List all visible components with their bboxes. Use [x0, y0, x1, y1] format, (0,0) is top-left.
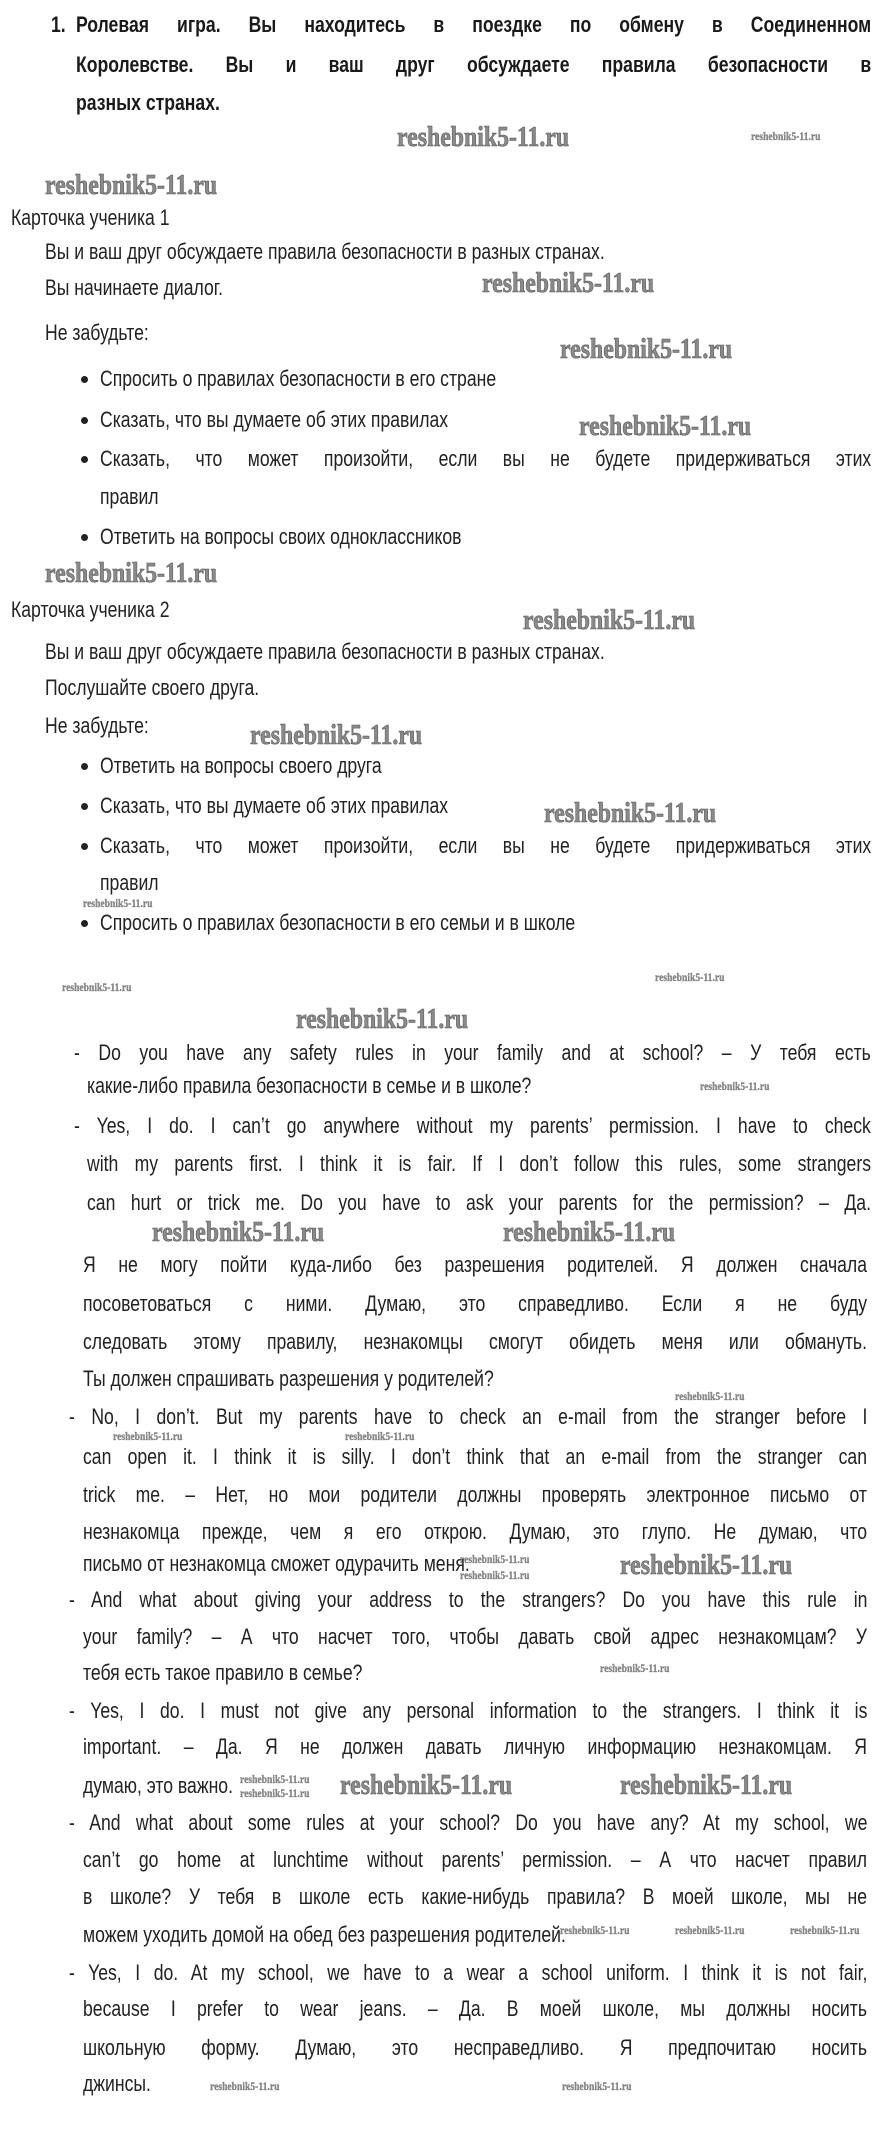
watermark: reshebnik5-11.ru [751, 129, 821, 143]
watermark: reshebnik5-11.ru [340, 1770, 513, 1801]
dialogue-line: - Yes, I do. At my school, we have to a wear a school uniform. I think it is not fair, [69, 1960, 868, 1985]
card2-bullet: Сказать, что вы думаете об этих правилах [100, 793, 449, 818]
watermark: reshebnik5-11.ru [45, 558, 218, 589]
watermark: reshebnik5-11.ru [620, 1550, 793, 1581]
watermark: reshebnik5-11.ru [523, 605, 696, 636]
dialogue-line: trick me. – Нет, но мои родители должны проверять электронное письмо от [83, 1482, 867, 1507]
dialogue-line: - Do you have any safety rules in your family and at school? – У тебя есть [74, 1040, 871, 1065]
card2-action: Послушайте своего друга. [45, 675, 260, 700]
dialogue-line: посоветоваться с ними. Думаю, это справедливо. Если я не буду [83, 1291, 867, 1316]
dialogue-line: тебя есть такое правило в семье? [83, 1660, 363, 1685]
card2-bullet: Сказать, что может произойти, если вы не будете придерживаться этих [100, 833, 872, 858]
task-title-line: разных странах. [76, 90, 220, 115]
watermark: reshebnik5-11.ru [113, 1429, 183, 1443]
card1-bullet: Сказать, что вы думаете об этих правилах [100, 407, 449, 432]
card1-bullet-cont: правил [100, 484, 159, 509]
card2-remember: Не забудьте: [45, 713, 149, 738]
watermark: reshebnik5-11.ru [296, 1004, 469, 1035]
watermark: reshebnik5-11.ru [700, 1079, 770, 1093]
watermark: reshebnik5-11.ru [675, 1389, 745, 1403]
watermark: reshebnik5-11.ru [620, 1770, 793, 1801]
card2-bullet-cont: правил [100, 870, 159, 895]
watermark: reshebnik5-11.ru [560, 1923, 630, 1937]
watermark: reshebnik5-11.ru [240, 1786, 310, 1800]
card2-intro: Вы и ваш друг обсуждаете правила безопасности в разных странах. [45, 639, 605, 664]
dialogue-line: какие-либо правила безопасности в семье и в школе? [87, 1073, 532, 1098]
bullet-icon [81, 376, 88, 383]
card1-action: Вы начинаете диалог. [45, 275, 223, 300]
card2-bullet: Спросить о правилах безопасности в его семьи и в школе [100, 910, 576, 935]
watermark: reshebnik5-11.ru [579, 411, 752, 442]
dialogue-line: can hurt or trick me. Do you have to ask your parents for the permission? – Да. [87, 1190, 871, 1215]
watermark: reshebnik5-11.ru [562, 2079, 632, 2093]
dialogue-line: - No, I don’t. But my parents have to check an e-mail from the stranger before I [69, 1404, 868, 1429]
dialogue-line: - Yes, I do. I can’t go anywhere without my parents’ permission. I have to check [74, 1113, 871, 1138]
dialogue-line: джинсы. [83, 2071, 151, 2096]
watermark: reshebnik5-11.ru [83, 896, 153, 910]
watermark: reshebnik5-11.ru [460, 1568, 530, 1582]
dialogue-line: - And what about some rules at your school? Do you have any? At my school, we [69, 1810, 868, 1835]
watermark: reshebnik5-11.ru [460, 1552, 530, 1566]
watermark: reshebnik5-11.ru [345, 1429, 415, 1443]
dialogue-line: Ты должен спрашивать разрешения у родителей? [83, 1366, 494, 1391]
card1-remember: Не забудьте: [45, 320, 149, 345]
dialogue-line: can open it. I think it is silly. I don’t think that an e-mail from the stranger can [83, 1444, 867, 1469]
watermark: reshebnik5-11.ru [482, 268, 655, 299]
card1-bullet: Ответить на вопросы своих одноклассников [100, 524, 462, 549]
bullet-icon [81, 456, 88, 463]
card1-bullet: Спросить о правилах безопасности в его стране [100, 366, 497, 391]
dialogue-line: незнакомца прежде, чем я его открою. Думаю, это глупо. Не думаю, что [83, 1519, 867, 1544]
dialogue-line: - Yes, I do. I must not give any personal information to the strangers. I think it is [69, 1698, 868, 1723]
dialogue-line: школьную форму. Думаю, это несправедливо. Я предпочитаю носить [83, 2035, 867, 2060]
dialogue-line: в школе? У тебя в школе есть какие-нибудь правила? В моей школе, мы не [83, 1884, 867, 1909]
watermark: reshebnik5-11.ru [544, 798, 717, 829]
dialogue-line: with my parents first. I think it is fair. If I don’t follow this rules, some strangers [87, 1151, 871, 1176]
bullet-icon [81, 803, 88, 810]
watermark: reshebnik5-11.ru [790, 1923, 860, 1937]
watermark: reshebnik5-11.ru [600, 1661, 670, 1675]
watermark: reshebnik5-11.ru [45, 170, 218, 201]
watermark: reshebnik5-11.ru [655, 970, 725, 984]
dialogue-line: your family? – А что насчет того, чтобы давать свой адрес незнакомцам? У [83, 1624, 867, 1649]
watermark: reshebnik5-11.ru [62, 980, 132, 994]
dialogue-line: можем уходить домой на обед без разрешения родителей. [83, 1922, 566, 1947]
watermark: reshebnik5-11.ru [675, 1923, 745, 1937]
dialogue-line: Я не могу пойти куда-либо без разрешения родителей. Я должен сначала [83, 1252, 867, 1277]
card1-bullet: Сказать, что может произойти, если вы не будете придерживаться этих [100, 446, 872, 471]
dialogue-line: can’t go home at lunchtime without parents’ permission. – А что насчет правил [83, 1847, 867, 1872]
dialogue-line: - And what about giving your address to the strangers? Do you have this rule in [69, 1587, 868, 1612]
task-title-line: Королевстве. Вы и ваш друг обсуждаете правила безопасности в [76, 52, 872, 77]
bullet-icon [81, 534, 88, 541]
task-number: 1. [51, 12, 66, 37]
dialogue-line: думаю, это важно. [83, 1773, 233, 1798]
dialogue-line: следовать этому правилу, незнакомцы смогут обидеть меня или обмануть. [83, 1329, 867, 1354]
watermark: reshebnik5-11.ru [210, 2079, 280, 2093]
bullet-icon [81, 843, 88, 850]
watermark: reshebnik5-11.ru [503, 1217, 676, 1248]
card1-title: Карточка ученика 1 [11, 205, 170, 230]
watermark: reshebnik5-11.ru [560, 334, 733, 365]
watermark: reshebnik5-11.ru [397, 122, 570, 153]
dialogue-line: important. – Да. Я не должен давать личную информацию незнакомцам. Я [83, 1734, 867, 1759]
watermark: reshebnik5-11.ru [240, 1772, 310, 1786]
task-title-line: Ролевая игра. Вы находитесь в поездке по обмену в Соединенном [76, 12, 872, 37]
card2-title: Карточка ученика 2 [11, 597, 170, 622]
dialogue-line: письмо от незнакомца сможет одурачить меня. [83, 1551, 470, 1576]
bullet-icon [81, 920, 88, 927]
watermark: reshebnik5-11.ru [152, 1217, 325, 1248]
bullet-icon [81, 417, 88, 424]
dialogue-line: because I prefer to wear jeans. – Да. В моей школе, мы должны носить [83, 1996, 867, 2021]
bullet-icon [81, 763, 88, 770]
watermark: reshebnik5-11.ru [250, 720, 423, 751]
card1-intro: Вы и ваш друг обсуждаете правила безопасности в разных странах. [45, 239, 605, 264]
card2-bullet: Ответить на вопросы своего друга [100, 753, 382, 778]
